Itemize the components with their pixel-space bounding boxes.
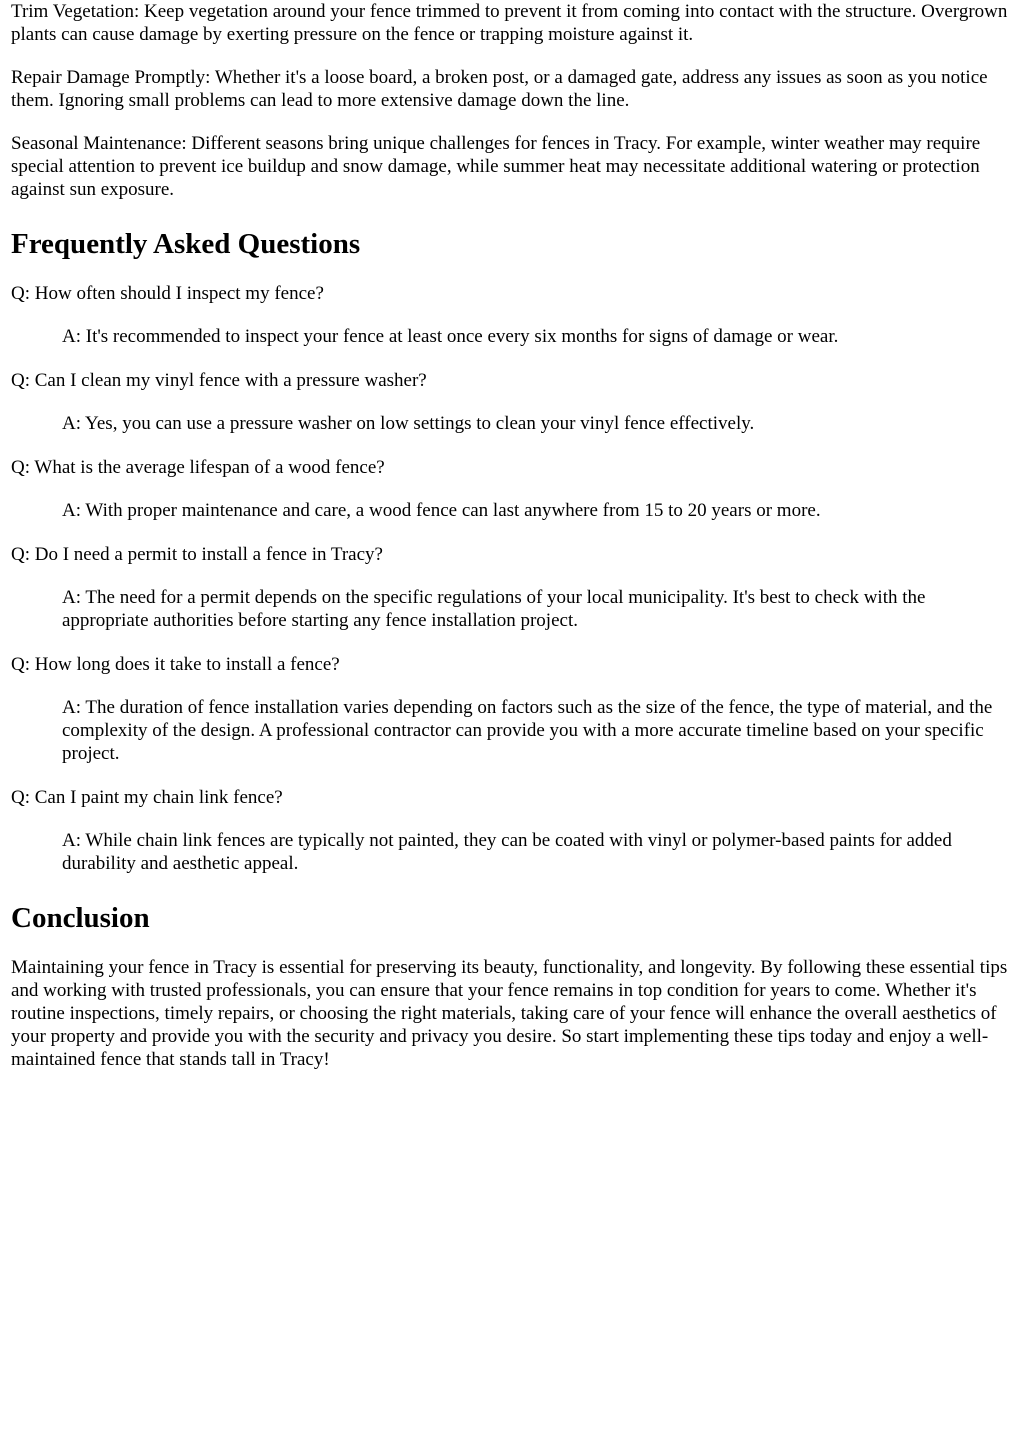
faq-answer: A: While chain link fences are typically not painted, they can be coated with vinyl or polymer-based paints for added durability and aesthetic appeal. bbox=[62, 830, 952, 874]
faq-question: Q: Can I paint my chain link fence? bbox=[11, 787, 283, 808]
faq-question: Q: Can I clean my vinyl fence with a pressure washer? bbox=[11, 370, 427, 391]
tip-seasonal-maintenance: Seasonal Maintenance: Different seasons bring unique challenges for fences in Tracy. For example, winter weather may require special attention to prevent ice buildup and snow damage, while summer heat may necessitate additional watering or protection against sun exposure. bbox=[11, 133, 981, 200]
faq-question: Q: What is the average lifespan of a wood fence? bbox=[11, 457, 385, 478]
faq-heading: Frequently Asked Questions bbox=[11, 228, 361, 260]
faq-question: Q: Do I need a permit to install a fence in Tracy? bbox=[11, 544, 383, 565]
tip-trim-vegetation: Trim Vegetation: Keep vegetation around your fence trimmed to prevent it from coming into contact with the structure. Overgrown plants can cause damage by exerting pressure on the fence or trapping moisture against it. bbox=[11, 1, 1008, 45]
faq-list bbox=[11, 282, 1014, 875]
faq-answer: A: The duration of fence installation varies depending on factors such as the size of the fence, the type of material, and the complexity of the design. A professional contractor can provide you with a more accurate timeline based on your specific project. bbox=[62, 697, 993, 764]
faq-answer: A: The need for a permit depends on the specific regulations of your local municipality. It's best to check with the appropriate authorities before starting any fence installation project. bbox=[62, 587, 926, 631]
conclusion-heading: Conclusion bbox=[11, 902, 150, 934]
tip-repair-damage: Repair Damage Promptly: Whether it's a loose board, a broken post, or a damaged gate, address any issues as soon as you notice them. Ignoring small problems can lead to more extensive damage down the line. bbox=[11, 67, 988, 111]
faq-question: Q: How long does it take to install a fence? bbox=[11, 654, 340, 675]
faq-answer: A: It's recommended to inspect your fence at least once every six months for signs of damage or wear. bbox=[62, 326, 839, 347]
faq-answer: A: With proper maintenance and care, a wood fence can last anywhere from 15 to 20 years or more. bbox=[62, 500, 821, 521]
faq-question: Q: How often should I inspect my fence? bbox=[11, 283, 324, 304]
faq-answer: A: Yes, you can use a pressure washer on low settings to clean your vinyl fence effectively. bbox=[62, 413, 755, 434]
conclusion-body: Maintaining your fence in Tracy is essential for preserving its beauty, functionality, and longevity. By following these essential tips and working with trusted professionals, you can ensure that your fence remains in top condition for years to come. Whether it's routine inspections, timely repairs, or choosing the right materials, taking care of your fence will enhance the overall aesthetics of your property and provide you with the security and privacy you desire. So start implementing these tips today and enjoy a well-maintained fence that stands tall in Tracy! bbox=[11, 957, 1008, 1070]
